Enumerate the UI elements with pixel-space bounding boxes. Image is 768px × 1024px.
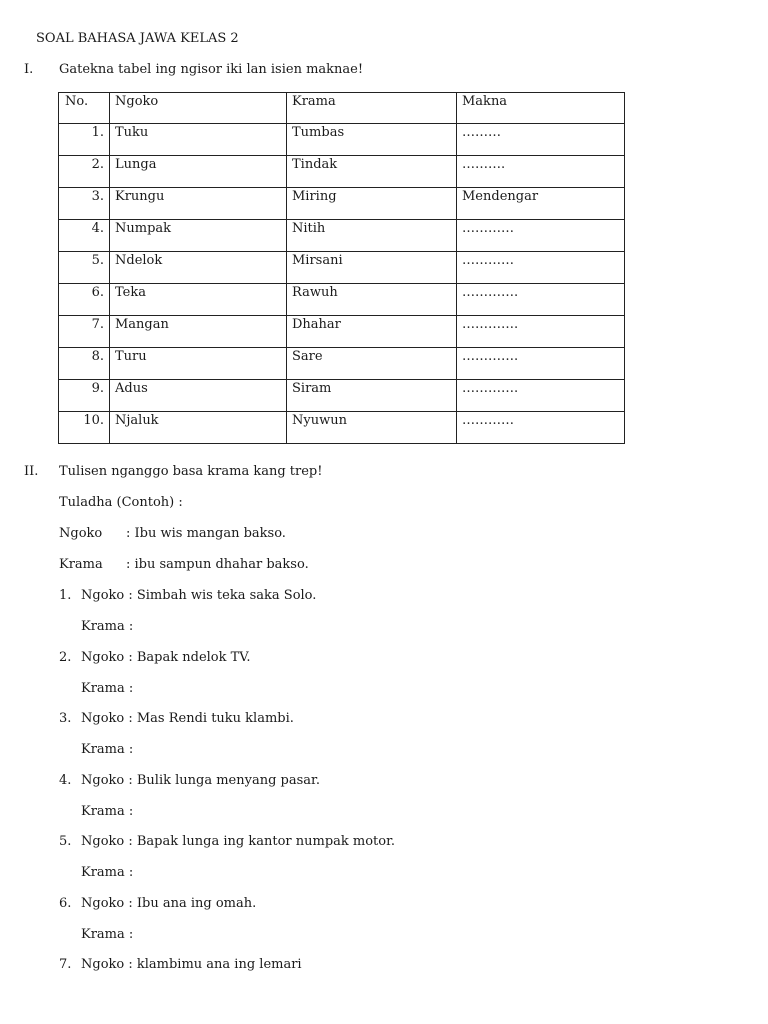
table-row bbox=[59, 252, 625, 284]
cell-no: 2. bbox=[59, 156, 110, 188]
example-ngoko-line bbox=[59, 526, 286, 541]
example-krama-label: Krama bbox=[59, 557, 103, 572]
question-number: 2. bbox=[59, 650, 72, 665]
table-row bbox=[59, 124, 625, 156]
cell-ngoko: Numpak bbox=[110, 220, 287, 252]
krama-answer-prompt: Krama : bbox=[81, 927, 134, 942]
cell-makna: …………. bbox=[457, 316, 625, 348]
question-ngoko-text: Ngoko : Bapak lunga ing kantor numpak motor. bbox=[81, 834, 396, 849]
example-krama-line bbox=[59, 557, 309, 572]
table-row bbox=[59, 348, 625, 380]
krama-answer-prompt: Krama : bbox=[81, 804, 134, 819]
section-1-instruction: Gatekna tabel ing ngisor iki lan isien maknae! bbox=[59, 62, 364, 77]
cell-ngoko: Teka bbox=[110, 284, 287, 316]
question-number: 6. bbox=[59, 896, 72, 911]
cell-krama: Tindak bbox=[287, 156, 457, 188]
example-heading: Tuladha (Contoh) : bbox=[59, 495, 183, 510]
cell-krama: Dhahar bbox=[287, 316, 457, 348]
question-number: 5. bbox=[59, 834, 72, 849]
document-title: SOAL BAHASA JAWA KELAS 2 bbox=[36, 31, 239, 46]
cell-no: 3. bbox=[59, 188, 110, 220]
section-1-number: I. bbox=[24, 62, 34, 77]
table-row bbox=[59, 220, 625, 252]
cell-krama: Rawuh bbox=[287, 284, 457, 316]
question-number: 4. bbox=[59, 773, 72, 788]
table-row bbox=[59, 156, 625, 188]
cell-ngoko: Turu bbox=[110, 348, 287, 380]
cell-no: 8. bbox=[59, 348, 110, 380]
cell-makna: Mendengar bbox=[457, 188, 625, 220]
cell-ngoko: Tuku bbox=[110, 124, 287, 156]
table-row bbox=[59, 188, 625, 220]
cell-krama: Nitih bbox=[287, 220, 457, 252]
cell-krama: Miring bbox=[287, 188, 457, 220]
question-ngoko-text: Ngoko : klambimu ana ing lemari bbox=[81, 957, 302, 972]
example-ngoko-label: Ngoko bbox=[59, 526, 103, 541]
cell-makna: ………. bbox=[457, 156, 625, 188]
table-row bbox=[59, 284, 625, 316]
cell-makna: …………. bbox=[457, 348, 625, 380]
example-krama-text: : ibu sampun dhahar bakso. bbox=[126, 557, 309, 572]
krama-answer-prompt: Krama : bbox=[81, 681, 134, 696]
cell-no: 7. bbox=[59, 316, 110, 348]
question-ngoko-text: Ngoko : Bapak ndelok TV. bbox=[81, 650, 251, 665]
cell-no: 5. bbox=[59, 252, 110, 284]
table-row bbox=[59, 380, 625, 412]
question-ngoko-text: Ngoko : Mas Rendi tuku klambi. bbox=[81, 711, 294, 726]
cell-ngoko: Mangan bbox=[110, 316, 287, 348]
krama-answer-prompt: Krama : bbox=[81, 742, 134, 757]
cell-krama: Siram bbox=[287, 380, 457, 412]
krama-answer-prompt: Krama : bbox=[81, 619, 134, 634]
header-makna: Makna bbox=[457, 93, 625, 124]
cell-ngoko: Njaluk bbox=[110, 412, 287, 444]
cell-makna: ………… bbox=[457, 252, 625, 284]
header-krama: Krama bbox=[287, 93, 457, 124]
cell-makna: …………. bbox=[457, 380, 625, 412]
section-2-number: II. bbox=[24, 464, 39, 479]
cell-krama: Nyuwun bbox=[287, 412, 457, 444]
cell-krama: Mirsani bbox=[287, 252, 457, 284]
header-no: No. bbox=[59, 93, 110, 124]
question-number: 1. bbox=[59, 588, 72, 603]
question-ngoko-text: Ngoko : Simbah wis teka saka Solo. bbox=[81, 588, 317, 603]
table-row bbox=[59, 412, 625, 444]
cell-ngoko: Krungu bbox=[110, 188, 287, 220]
vocabulary-table bbox=[58, 92, 625, 444]
question-number: 3. bbox=[59, 711, 72, 726]
question-ngoko-text: Ngoko : Bulik lunga menyang pasar. bbox=[81, 773, 320, 788]
question-ngoko-text: Ngoko : Ibu ana ing omah. bbox=[81, 896, 257, 911]
cell-no: 6. bbox=[59, 284, 110, 316]
cell-makna: …………. bbox=[457, 284, 625, 316]
cell-no: 9. bbox=[59, 380, 110, 412]
table-header-row bbox=[59, 93, 625, 124]
cell-no: 1. bbox=[59, 124, 110, 156]
cell-krama: Sare bbox=[287, 348, 457, 380]
cell-krama: Tumbas bbox=[287, 124, 457, 156]
cell-no: 4. bbox=[59, 220, 110, 252]
cell-no: 10. bbox=[59, 412, 110, 444]
header-ngoko: Ngoko bbox=[110, 93, 287, 124]
section-2-instruction: Tulisen nganggo basa krama kang trep! bbox=[59, 464, 323, 479]
cell-makna: ………… bbox=[457, 412, 625, 444]
question-number: 7. bbox=[59, 957, 72, 972]
cell-ngoko: Ndelok bbox=[110, 252, 287, 284]
example-ngoko-text: : Ibu wis mangan bakso. bbox=[126, 526, 286, 541]
table-row bbox=[59, 316, 625, 348]
cell-makna: ……… bbox=[457, 124, 625, 156]
cell-ngoko: Adus bbox=[110, 380, 287, 412]
cell-makna: ………… bbox=[457, 220, 625, 252]
cell-ngoko: Lunga bbox=[110, 156, 287, 188]
krama-answer-prompt: Krama : bbox=[81, 865, 134, 880]
